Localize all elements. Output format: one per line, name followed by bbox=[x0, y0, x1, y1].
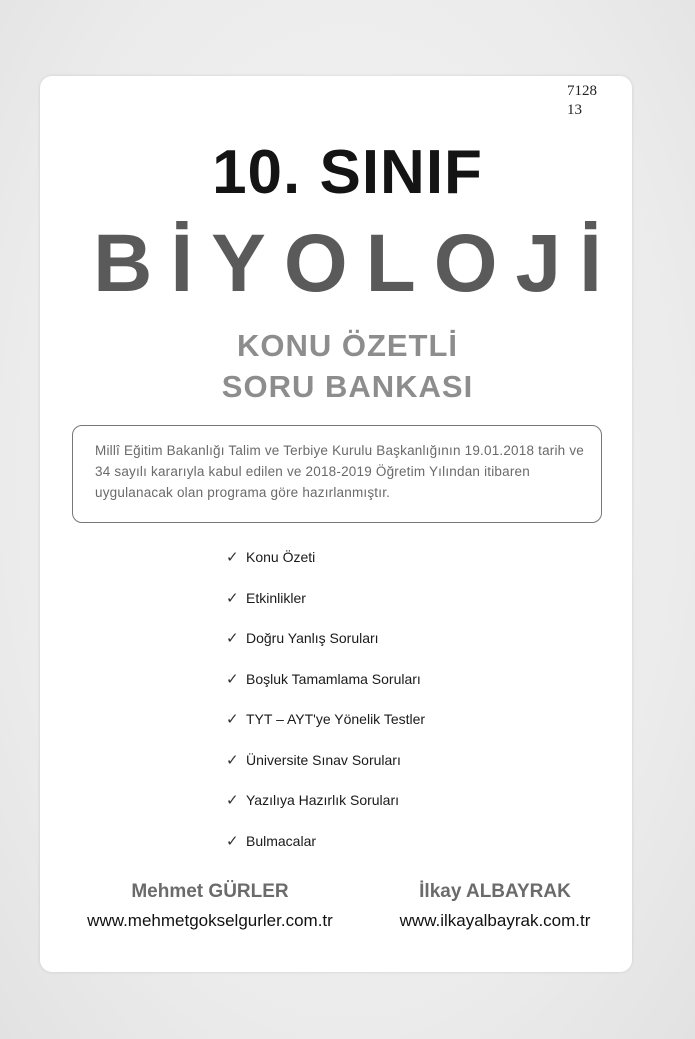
author-name: İlkay ALBAYRAK bbox=[419, 881, 571, 902]
list-item bbox=[226, 545, 425, 586]
page-stamp bbox=[567, 82, 597, 120]
author-website: www.mehmetgokselgurler.com.tr bbox=[87, 911, 333, 930]
list-item bbox=[226, 829, 425, 870]
list-item bbox=[226, 667, 425, 708]
check-icon: ✓ bbox=[226, 711, 239, 728]
feature-label: TYT – AYT'ye Yönelik Testler bbox=[246, 711, 426, 727]
check-icon: ✓ bbox=[226, 792, 239, 809]
subtitle-soru-bankasi: SORU BANKASI bbox=[221, 369, 474, 404]
check-icon: ✓ bbox=[226, 589, 239, 607]
check-icon: ✓ bbox=[226, 832, 239, 850]
curriculum-notice-text: Millî Eğitim Bakanlığı Talim ve Terbiye Kurulu Başkanlığının 19.01.2018 tarih ve 34 sayılı kararıyla kabul edilen ve 2018-2019 Öğretim Yılından itibaren uygulanacak olan programa göre hazırlanmıştır. bbox=[95, 443, 585, 500]
list-item bbox=[226, 586, 425, 627]
list-item bbox=[226, 788, 425, 829]
check-icon: ✓ bbox=[226, 751, 239, 769]
subject-title: BİYOLOJİ bbox=[93, 218, 620, 309]
feature-list bbox=[226, 545, 425, 869]
stamp-line-1: 7128 bbox=[567, 83, 597, 99]
subtitle-konu-ozetli: KONU ÖZETLİ bbox=[236, 328, 459, 363]
curriculum-notice-box bbox=[72, 425, 602, 523]
check-icon: ✓ bbox=[226, 630, 239, 647]
author-block-right bbox=[388, 880, 602, 933]
feature-label: Bulmacalar bbox=[246, 832, 317, 849]
feature-label: Yazılıya Hazırlık Soruları bbox=[246, 792, 400, 808]
feature-label: Konu Özeti bbox=[246, 549, 316, 565]
feature-label: Etkinlikler bbox=[246, 589, 306, 606]
grade-title: 10. SINIF bbox=[212, 138, 483, 207]
author-block-left bbox=[80, 880, 340, 933]
feature-label: Üniversite Sınav Soruları bbox=[246, 751, 401, 768]
list-item bbox=[226, 748, 425, 789]
author-website: www.ilkayalbayrak.com.tr bbox=[399, 911, 591, 930]
stamp-line-2: 13 bbox=[567, 102, 582, 118]
list-item bbox=[226, 626, 425, 667]
check-icon: ✓ bbox=[226, 549, 239, 566]
check-icon: ✓ bbox=[226, 670, 239, 688]
list-item bbox=[226, 707, 425, 748]
feature-label: Boşluk Tamamlama Soruları bbox=[246, 670, 421, 687]
feature-label: Doğru Yanlış Soruları bbox=[246, 630, 379, 646]
author-name: Mehmet GÜRLER bbox=[131, 881, 289, 902]
